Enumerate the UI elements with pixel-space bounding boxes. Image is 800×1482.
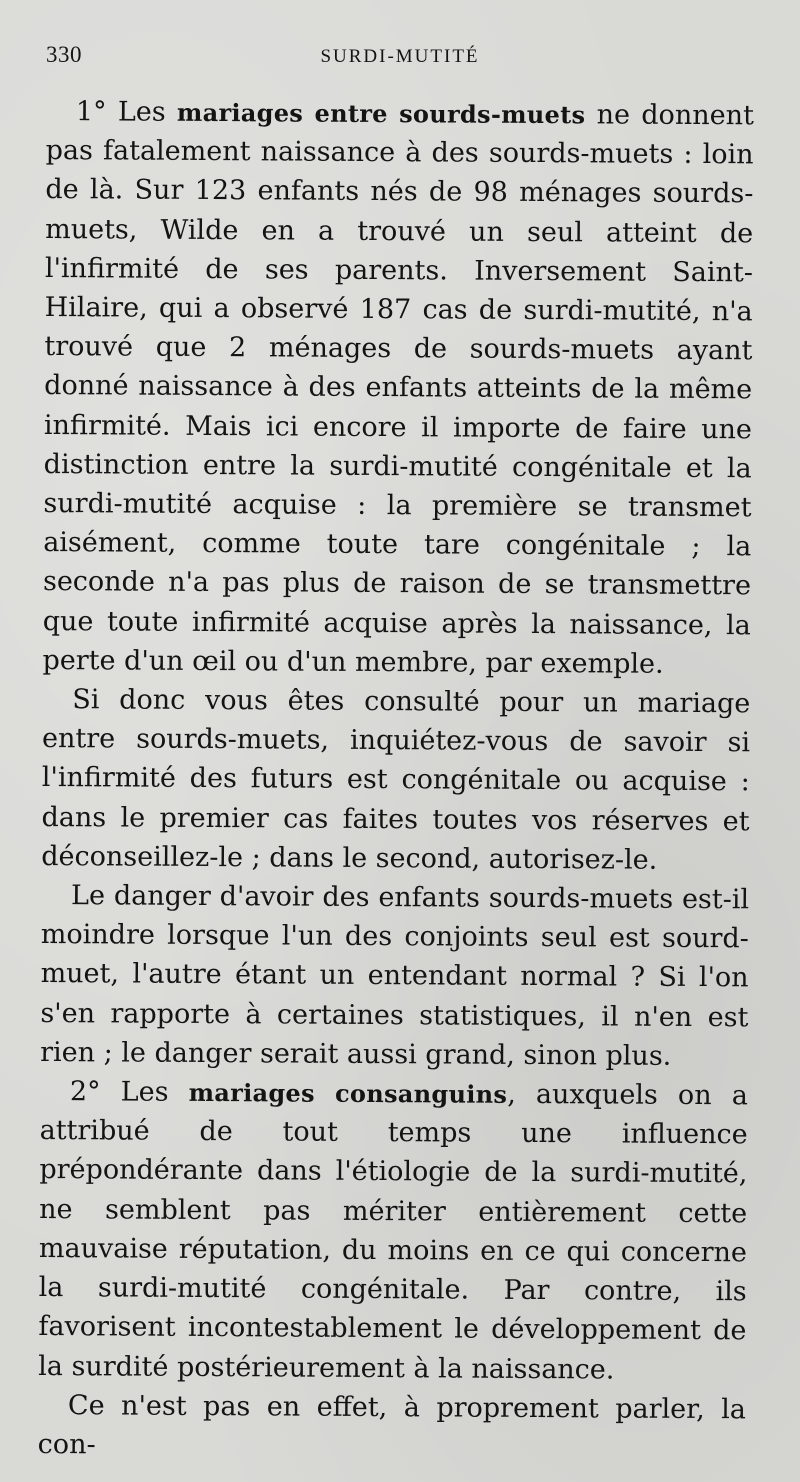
paragraph-advice (41, 680, 750, 880)
paragraph-lead: 2° Les (69, 1076, 189, 1108)
running-title: SURDI-MUTITÉ (320, 46, 480, 67)
running-head (46, 38, 754, 78)
bold-term: mariages entre sourds-muets (176, 97, 586, 130)
bold-term: mariages consanguins (188, 1077, 508, 1109)
paragraph-consanguinity-deaf-marriages (42, 92, 754, 684)
paragraph-text: Si donc vous êtes consulté pour un mariage entre sourds-muets, inquiétez-vous de savoir si l'infirmité des futurs est congénitale ou acquise : dans le premier cas faites toutes vos réserves et déconseillez-le ; dans le second, autorisez-le. (41, 684, 751, 876)
paragraph-text: ne donnent pas fatalement naissance à des sourds-muets : loin de là. Sur 123 enfants nés de 98 ménages sourds-muets, Wilde en a trouvé un seul atteint de l'infirmité de ses parents. Inversement Saint-Hilaire, qui a observé 187 cas de surdi-mutité, n'a trouvé que 2 ménages de sourds-muets ayant donné naissance à des enfants atteints de la même infirmité. Mais ici encore il importe de faire une distinction entre la surdi-mutité congénitale et la surdi-mutité acquise : la première se transmet aisément, comme toute tare congénitale ; la seconde n'a pas plus de raison de se transmettre que toute infirmité acquise après la naissance, la perte d'un œil ou d'un membre, par exemple. (42, 99, 754, 680)
paragraph-lead: 1° Les (75, 96, 178, 128)
paragraph-consanguine-marriages (38, 1072, 748, 1390)
page-number: 330 (46, 42, 82, 67)
paragraph-continuation (38, 1386, 746, 1469)
paragraph-text: , auxquels on a attribué de tout temps une influence prépondérante dans l'étiologie de la surdi-mutité, ne semblent pas mériter entièrement cette mauvaise réputation, du moins en ce qui concerne la surdi-mutité congénitale. Par contre, ils favorisent incontestablement le développement de la surdité postérieurement à la naissance. (38, 1078, 748, 1385)
paragraph-text: Ce n'est pas en effet, à proprement parler, la con- (37, 1389, 747, 1461)
paragraph-text: Le danger d'avoir des enfants sourds-muets est-il moindre lorsque l'un des conjoints seul est sourd-muet, l'autre étant un entendant normal ? Si l'on s'en rapporte à certaines statistiques, il n'en est rien ; le danger serait aussi grand, sinon plus. (40, 880, 750, 1072)
paragraph-danger-question (40, 876, 749, 1076)
body-text (38, 92, 754, 1468)
